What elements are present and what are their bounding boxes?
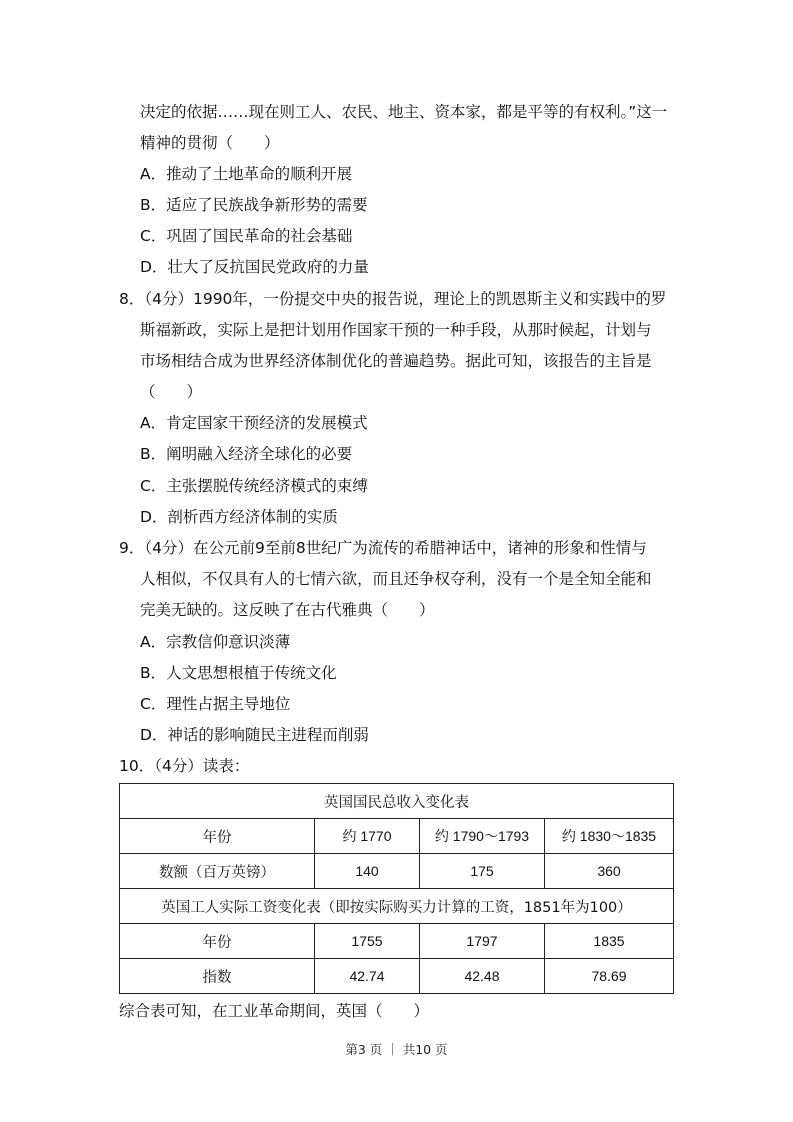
q7-option-a: A．推动了土地革命的顺利开展	[140, 165, 353, 183]
q8-option-c: C．主张摆脱传统经济模式的束缚	[140, 477, 368, 495]
q9-option-c: C．理性占据主导地位	[140, 695, 291, 713]
q7-option-d: D．壮大了反抗国民党政府的力量	[140, 258, 369, 276]
table2-title: 英国工人实际工资变化表（即按实际购买力计算的工资，1851年为100）	[120, 889, 674, 924]
q9-stem-line-2: 人相似，不仅具有人的七情六欲，而且还争权夺利，没有一个是全知全能和	[140, 570, 652, 588]
q9-option-d: D．神话的影响随民主进程而削弱	[140, 726, 369, 744]
table-cell: 42.48	[420, 959, 545, 994]
table-cell: 140	[315, 854, 420, 889]
table-cell: 年份	[120, 924, 315, 959]
table-cell: 1835	[545, 924, 674, 959]
table-cell: 1797	[420, 924, 545, 959]
table-cell: 约 1830～1835	[545, 819, 674, 854]
q8-stem-line-1: 8．（4分）1990年，一份提交中央的报告说，理论上的凯恩斯主义和实践中的罗	[119, 290, 667, 308]
table-cell: 1755	[315, 924, 420, 959]
q9-stem-line-1: 9．（4分）在公元前9至前8世纪广为流传的希腊神话中，诸神的形象和性情与	[119, 539, 647, 557]
table-cell: 年份	[120, 819, 315, 854]
q8-stem-line-3: 市场相结合成为世界经济体制优化的普遍趋势。据此可知，该报告的主旨是	[140, 352, 652, 370]
table-cell: 指数	[120, 959, 315, 994]
table-cell: 约 1790～1793	[420, 819, 545, 854]
table1-data-row	[120, 854, 674, 889]
q10-after-table: 综合表可知，在工业革命期间，英国（ ）	[119, 1002, 430, 1020]
q7-stem-line-2: 精神的贯彻（ ）	[140, 134, 280, 152]
q8-stem-line-4: （ ）	[140, 383, 203, 401]
table2-header-row	[120, 924, 674, 959]
q9-option-b: B．人文思想根植于传统文化	[140, 664, 337, 682]
q10-stem: 10．（4分）读表：	[119, 757, 250, 775]
q9-option-a: A．宗教信仰意识淡薄	[140, 633, 291, 651]
table-cell: 78.69	[545, 959, 674, 994]
q8-option-d: D．剖析西方经济体制的实质	[140, 508, 338, 526]
q7-option-c: C．巩固了国民革命的社会基础	[140, 227, 353, 245]
table1-title: 英国国民总收入变化表	[120, 784, 674, 819]
table1-header-row	[120, 819, 674, 854]
q7-option-b: B．适应了民族战争新形势的需要	[140, 196, 368, 214]
table-cell: 42.74	[315, 959, 420, 994]
q9-stem-line-3: 完美无缺的。这反映了在古代雅典（ ）	[140, 601, 435, 619]
table-cell: 约 1770	[315, 819, 420, 854]
table2-data-row	[120, 959, 674, 994]
q8-option-a: A．肯定国家干预经济的发展模式	[140, 414, 368, 432]
q7-stem-line-1: 决定的依据……现在则工人、农民、地主、资本家，都是平等的有权利。”这一	[140, 103, 668, 121]
q8-option-b: B．阐明融入经济全球化的必要	[140, 445, 353, 463]
table-cell: 360	[545, 854, 674, 889]
table-cell: 数额（百万英镑）	[120, 854, 315, 889]
q8-stem-line-2: 斯福新政，实际上是把计划用作国家干预的一种手段，从那时候起，计划与	[140, 321, 652, 339]
q10-data-table	[119, 783, 674, 994]
page-footer: 第3 页 ｜ 共10 页	[345, 1042, 448, 1057]
table-cell: 175	[420, 854, 545, 889]
